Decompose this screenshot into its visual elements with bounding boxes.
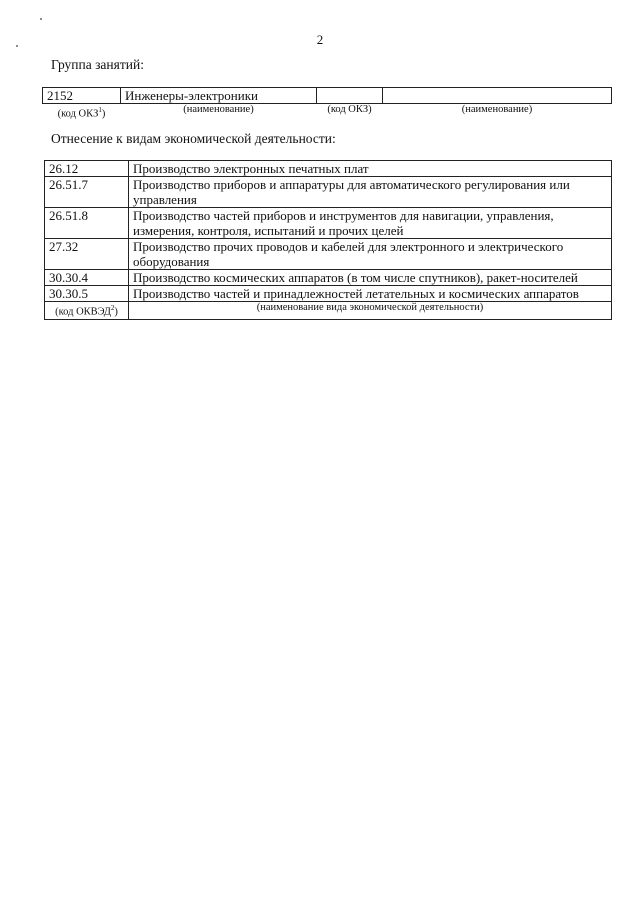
okved-code-caption: (код ОКВЭД$^2$) xyxy=(45,302,129,320)
okved-name-cell: Производство приборов и аппаратуры для автоматического регулирования или управления xyxy=(129,177,612,208)
okved-code-cell: 26.12 xyxy=(45,161,129,177)
okz-code-caption: (код ОКЗ$^1$) xyxy=(57,106,106,120)
okz-code2-cell xyxy=(317,88,383,104)
okved-name-cell: Производство частей приборов и инструментов для навигации, управления, измерения, контроля, испытаний и прочих целей xyxy=(129,208,612,239)
scan-speck xyxy=(40,18,42,20)
table-row xyxy=(45,208,612,239)
occupation-group-table xyxy=(42,87,612,121)
economic-activity-heading: Отнесение к видам экономической деятельности: xyxy=(51,131,336,146)
table-row xyxy=(45,286,612,302)
okved-code-cell: 26.51.8 xyxy=(45,208,129,239)
table-row xyxy=(43,88,612,104)
economic-activity-table xyxy=(44,160,612,320)
okz-code2-caption: (код ОКЗ) xyxy=(327,104,372,115)
caption-row xyxy=(43,104,612,121)
okz-name2-cell xyxy=(383,88,612,104)
okved-code-cell: 30.30.5 xyxy=(45,286,129,302)
table-row xyxy=(45,177,612,208)
page-number: 2 xyxy=(316,32,324,47)
okved-code-cell: 27.32 xyxy=(45,239,129,270)
footnote-mark: 1 xyxy=(98,106,102,114)
okved-name-cell: Производство частей и принадлежностей летательных и космических аппаратов xyxy=(129,286,612,302)
okved-code-cell: 26.51.7 xyxy=(45,177,129,208)
table-row xyxy=(45,161,612,177)
okz-name-caption: (наименование) xyxy=(183,104,254,115)
okz-code-cell: 2152 xyxy=(43,88,121,104)
okved-name-caption: (наименование вида экономической деятельности) xyxy=(129,302,612,320)
table-row xyxy=(45,270,612,286)
okz-name-cell: Инженеры-электроники xyxy=(121,88,317,104)
okved-name-cell: Производство электронных печатных плат xyxy=(129,161,612,177)
caption-row xyxy=(45,302,612,320)
okz-name2-caption: (наименование) xyxy=(461,104,533,115)
okved-name-cell: Производство прочих проводов и кабелей для электронного и электрического оборудования xyxy=(129,239,612,270)
okved-code-cell: 30.30.4 xyxy=(45,270,129,286)
footnote-mark: 2 xyxy=(110,304,115,312)
occupation-group-heading: Группа занятий: xyxy=(51,57,144,72)
okved-name-cell: Производство космических аппаратов (в том числе спутников), ракет-носителей xyxy=(129,270,612,286)
table-row xyxy=(45,239,612,270)
